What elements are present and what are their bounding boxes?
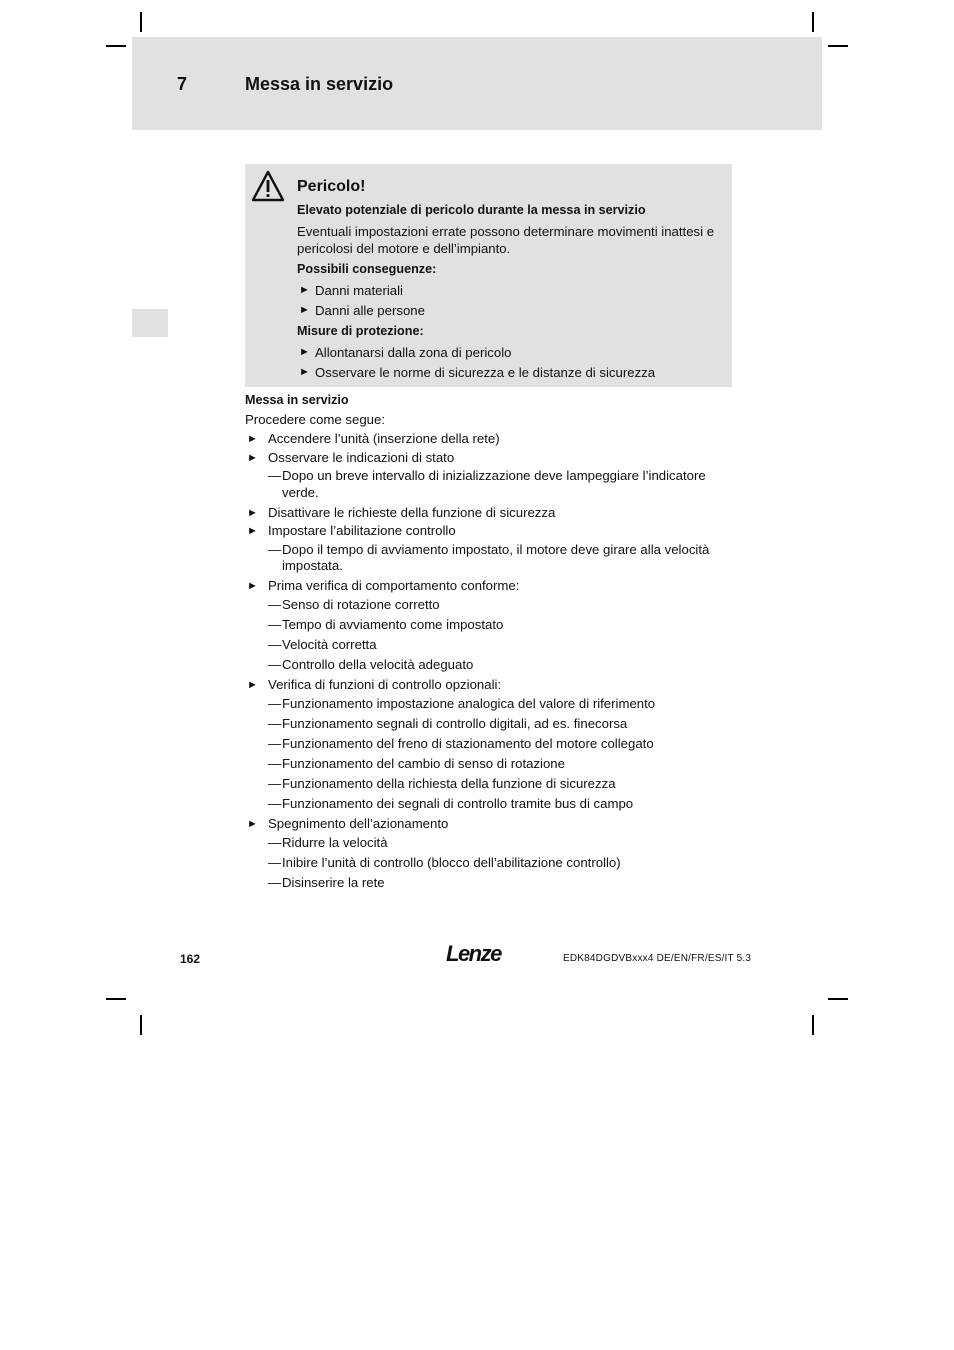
sub-item: — Funzionamento della richiesta della funzione di sicurezza (268, 775, 616, 791)
crop-mark (828, 998, 848, 1000)
bullet-triangle-icon: ► (299, 346, 310, 358)
sub-item: — Ridurre la velocità (268, 834, 388, 850)
step-item: ► Spegnimento dell’azionamento — Ridurre la velocità — Inibire l’unità di controllo (blocco dell’abilitazione controllo) — Disinserire la rete (245, 816, 715, 891)
sub-item: — Tempo di avviamento come impostato (268, 616, 504, 632)
crop-mark (140, 1015, 142, 1035)
bullet-triangle-icon: ► (299, 304, 310, 316)
document-id: EDK84DGDVBxxx4 DE/EN/FR/ES/IT 5.3 (563, 953, 752, 964)
sub-item: — Dopo il tempo di avviamento impostato, il motore deve girare alla velocità impostata. (268, 541, 710, 574)
step-item: ► Osservare le indicazioni di stato — Dopo un breve intervallo di inizializzazione deve lampeggiare l’indicatore verde. (245, 450, 715, 502)
sub-list (268, 597, 715, 674)
sub-list (268, 696, 715, 813)
measures-label: Misure di protezione: (297, 324, 424, 338)
crop-mark (106, 998, 126, 1000)
bullet-triangle-icon: ► (299, 366, 310, 378)
crop-mark (140, 12, 142, 32)
sub-item: — Funzionamento dei segnali di controllo tramite bus di campo (268, 796, 634, 812)
bullet-triangle-icon: ► (299, 284, 310, 296)
sub-item: — Funzionamento impostazione analogica del valore di riferimento (268, 695, 656, 711)
step-item: ► Accendere l’unità (inserzione della rete) (247, 431, 500, 446)
steps-list (245, 431, 715, 891)
sub-item: — Controllo della velocità adeguato (268, 656, 474, 672)
consequences-label: Possibili conseguenze: (297, 262, 437, 276)
warning-text: Eventuali impostazioni errate possono determinare movimenti inattesi e pericolosi del motore e dell’impianto. (297, 224, 715, 256)
warning-subtitle: Elevato potenziale di pericolo durante la messa in servizio (297, 203, 646, 217)
sub-item: — Dopo un breve intervallo di inizializzazione deve lampeggiare l’indicatore verde. (268, 468, 706, 500)
bullet-triangle-icon: ► (247, 433, 258, 445)
sub-item: — Inibire l’unità di controllo (blocco dell’abilitazione controllo) (268, 854, 621, 870)
warning-title: Pericolo! (297, 178, 366, 195)
sub-item: — Senso di rotazione corretto (268, 596, 440, 612)
sub-list (268, 542, 715, 575)
page-number: 162 (180, 952, 201, 966)
crop-mark (106, 45, 126, 47)
sub-item: — Funzionamento del freno di stazionamento del motore collegato (268, 735, 654, 751)
crop-mark (812, 1015, 814, 1035)
lenze-logo: Lenze (446, 941, 501, 966)
sub-item: — Velocità corretta (268, 636, 377, 652)
bullet-triangle-icon: ► (247, 525, 258, 538)
intro-text: Procedere come segue: (245, 411, 386, 427)
warning-triangle-icon (251, 170, 285, 202)
warning-content (297, 176, 727, 385)
section-title: Messa in servizio (245, 393, 349, 407)
crop-mark (812, 12, 814, 32)
sub-item: — Funzionamento segnali di controllo digitali, ad es. finecorsa (268, 715, 628, 731)
sub-list (268, 468, 715, 501)
bullet-triangle-icon: ► (247, 580, 258, 593)
chapter-title: Messa in servizio (245, 74, 394, 94)
list-item: ► Osservare le norme di sicurezza e le distanze di sicurezza (299, 365, 656, 380)
chapter-header (132, 37, 822, 130)
bullet-triangle-icon: ► (247, 818, 258, 831)
step-item: ► Prima verifica di comportamento conforme: — Senso di rotazione corretto — Tempo di avviamento come impostato — Velocità corretta — Controllo della velocità adeguato (245, 578, 715, 673)
bullet-triangle-icon: ► (247, 506, 258, 519)
step-item: ► Disattivare le richieste della funzione di sicurezza (247, 504, 556, 520)
step-item: ► Impostare l’abilitazione controllo — Dopo il tempo di avviamento impostato, il motore deve girare alla velocità impostata. (245, 523, 715, 575)
chapter-number: 7 (177, 74, 188, 94)
sub-item: — Funzionamento del cambio di senso di rotazione (268, 755, 565, 771)
measures-list (297, 344, 727, 381)
main-content (245, 392, 715, 895)
list-item: ► Danni materiali (299, 283, 403, 298)
crop-mark (828, 45, 848, 47)
bullet-triangle-icon: ► (247, 451, 258, 464)
consequences-list (297, 282, 727, 319)
list-item: ► Allontanarsi dalla zona di pericolo (299, 345, 512, 360)
step-item: ► Verifica di funzioni di controllo opzionali: — Funzionamento impostazione analogica del valore di riferimento — Funzionamento segnali di controllo digitali, ad es. finecorsa — Funzionamento del freno di stazionamento del motore collegato — Funzionamento del cambio di senso di rotazione — Funzionamento della richiesta della funzione di sicurezza — Funzionamento dei segnali di controllo tramite bus di campo (245, 677, 715, 812)
sub-list (268, 835, 715, 892)
list-item: ► Danni alle persone (299, 303, 425, 318)
side-tab-marker (132, 309, 168, 337)
bullet-triangle-icon: ► (247, 679, 258, 692)
sub-item: — Disinserire la rete (268, 874, 385, 890)
